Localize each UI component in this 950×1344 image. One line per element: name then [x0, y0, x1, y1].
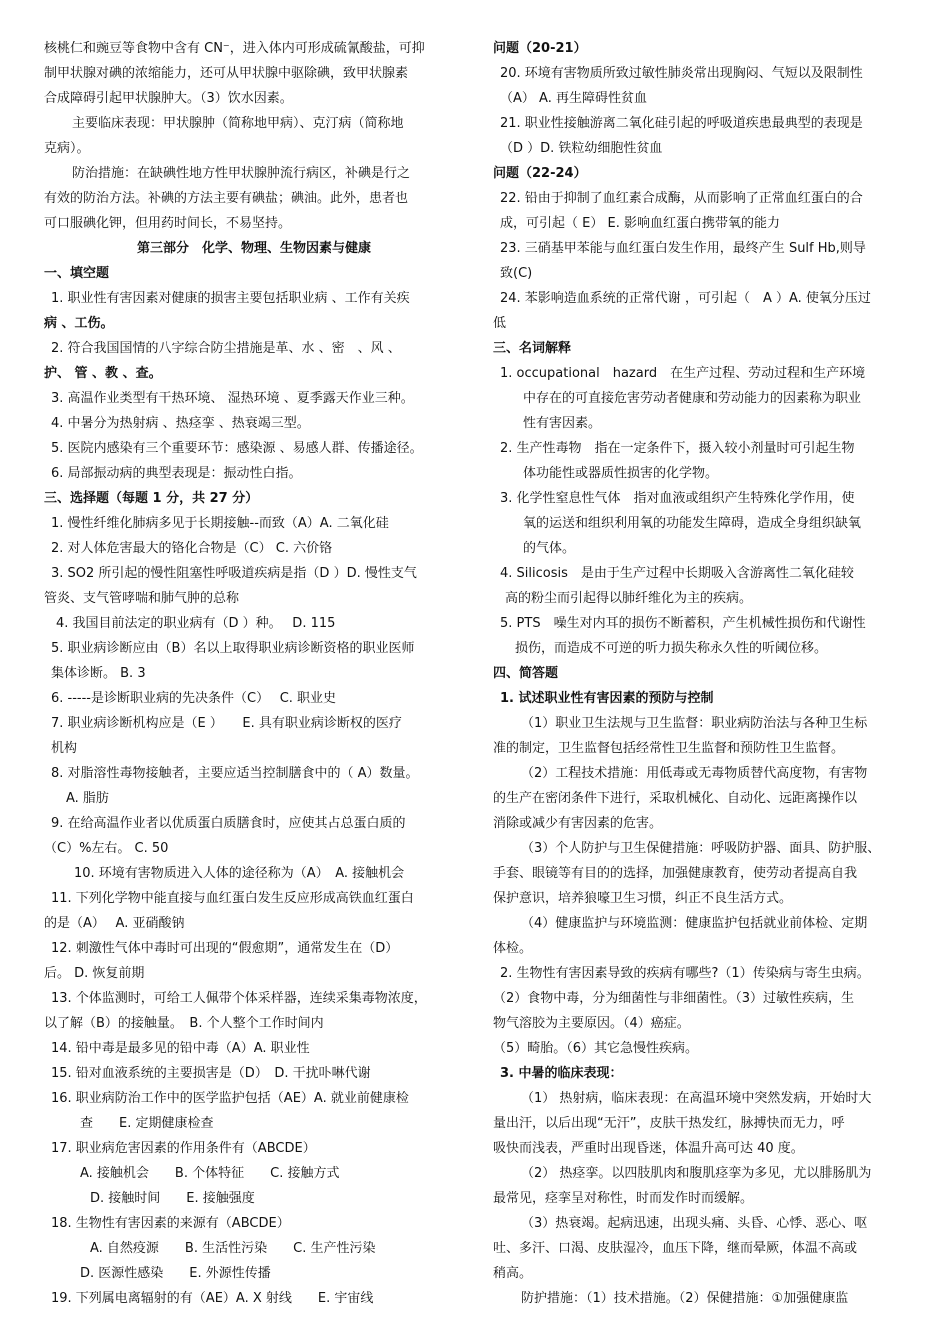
left-text-line: 核桃仁和豌豆等食物中含有 CN⁻，进入体内可形成硫氰酸盐，可抑: [44, 41, 425, 56]
right-text-line: 手套、眼镜等有目的的选择，加强健康教育，使劳动者提高自我: [493, 866, 858, 881]
right-text-line: 吐、多汗、口渴、皮肤湿冷，血压下降，继而晕厥，体温不高或: [493, 1241, 858, 1256]
left-text-line: 1. 慢性纤维化肺病多见于长期接触--而致（A）A. 二氧化硅: [51, 516, 389, 531]
left-text-line: A. 接触机会 B. 个体特征 C. 接触方式: [80, 1166, 340, 1181]
right-text-line: 保护意识，培养狼嚎卫生习惯，纠正不良生活方式。: [493, 891, 793, 906]
right-text-line: 5. PTS 噪生对内耳的损伤不断蓄积，产生机械性损伤和代谢性: [500, 616, 866, 631]
right-text-line: （2） 热痉挛。以四肢肌肉和腹肌痉挛为多见，尤以腓肠肌为: [521, 1166, 872, 1181]
left-text-line: 13. 个体监测时，可给工人佩带个体采样器，连续采集毒物浓度，: [51, 991, 427, 1006]
right-text-line: 21. 职业性接触游离二氧化硅引起的呼吸道疾患最典型的表现是: [500, 116, 863, 131]
left-text-line: 3. 高温作业类型有干热环境、 湿热环境 、夏季露天作业三种。: [51, 391, 414, 406]
left-text-line: 合成障碍引起甲状腺肿大。（3）饮水因素。: [44, 91, 293, 106]
right-text-line: 的气体。: [523, 541, 576, 556]
right-text-line: 问题（22-24）: [493, 166, 587, 181]
left-text-line: 14. 铅中毒是最多见的铅中毒（A）A. 职业性: [51, 1041, 310, 1056]
right-text-line: 吸快而浅表，严重时出现昏迷，体温升高可达 40 度。: [493, 1141, 804, 1156]
left-text-line: 11. 下列化学物中能直接与血红蛋白发生反应形成高铁血红蛋白: [51, 891, 414, 906]
right-text-line: 稍高。: [493, 1266, 533, 1281]
left-text-line: 17. 职业病危害因素的作用条件有（ABCDE）: [51, 1141, 316, 1156]
right-text-line: （1） 热射病，临床表现：在高温环境中突然发病，开始时大: [521, 1091, 872, 1106]
right-text-line: 体功能性或器质性损害的化学物。: [523, 466, 719, 481]
left-text-line: 护、 管 、教 、查。: [44, 366, 162, 381]
left-column: [44, 36, 464, 1311]
right-text-line: 2. 生物性有害因素导致的疾病有哪些?（1）传染病与寄生虫病。: [500, 966, 870, 981]
right-text-line: 成，可引起（ E） E. 影响血红蛋白携带氧的能力: [500, 216, 780, 231]
right-text-line: 1. occupational hazard 在生产过程、劳动过程和生产环境: [500, 366, 866, 381]
right-text-line: 的生产在密闭条件下进行，采取机械化、自动化、远距离操作以: [493, 791, 858, 806]
left-text-line: 6. 局部振动病的典型表现是：振动性白指。: [51, 466, 302, 481]
left-text-line: 克病）。: [44, 141, 90, 156]
right-text-line: （A） A. 再生障碍性贫血: [500, 91, 647, 106]
right-text-line: 最常见，痉挛呈对称性，时而发作时而缓解。: [493, 1191, 754, 1206]
left-text-line: D. 医源性感染 E. 外源性传播: [80, 1266, 271, 1281]
right-text-line: 量出汗，以后出现“无汗”，皮肤干热发红，脉搏快而无力，呼: [493, 1116, 845, 1131]
left-text-line: 主要临床表现：甲状腺肿（简称地甲病）、克汀病（简称地: [72, 116, 404, 131]
right-text-line: 24. 苯影响造血系统的正常代谢 ，可引起（ A ）A. 使氧分压过: [500, 291, 871, 306]
right-text-line: 中存在的可直接危害劳动者健康和劳动能力的因素称为职业: [523, 391, 862, 406]
right-text-line: 问题（20-21）: [493, 41, 587, 56]
right-text-line: 准的制定，卫生监督包括经常性卫生监督和预防性卫生监督。: [493, 741, 845, 756]
right-text-line: 氧的运送和组织利用氧的功能发生障碍，造成全身组织缺氧: [523, 516, 862, 531]
left-text-line: 8. 对脂溶性毒物接触者，主要应适当控制膳食中的（ A）数量。: [51, 766, 419, 781]
left-text-line: 制甲状腺对碘的浓缩能力，还可从甲状腺中驱除碘，致甲状腺素: [44, 66, 409, 81]
right-text-line: 体检。: [493, 941, 533, 956]
right-text-line: 损伤，而造成不可逆的听力损失称永久性的听阈位移。: [515, 641, 828, 656]
left-text-line: 10. 环境有害物质进入人体的途径称为（A） A. 接触机会: [74, 866, 405, 881]
left-text-line: 12. 刺激性气体中毒时可出现的“假愈期”，通常发生在（D）: [51, 941, 399, 956]
right-text-line: 23. 三硝基甲苯能与血红蛋白发生作用，最终产生 Sulf Hb,则导: [500, 241, 866, 256]
right-text-line: （2）工程技术措施：用低毒或无毒物质替代高度物，有害物: [521, 766, 868, 781]
right-text-line: （4）健康监护与环境监测：健康监护包括就业前体检、定期: [521, 916, 868, 931]
right-text-line: 致(C): [500, 266, 533, 281]
right-text-line: 消除或减少有害因素的危害。: [493, 816, 663, 831]
left-text-line: 查 E. 定期健康检查: [80, 1116, 214, 1131]
left-text-line: 以了解（B）的接触量。 B. 个人整个工作时间内: [44, 1016, 324, 1031]
left-text-line: 6. -----是诊断职业病的先决条件（C） C. 职业史: [51, 691, 337, 706]
right-text-line: 4. Silicosis 是由于生产过程中长期吸入含游离性二氧化硅较: [500, 566, 854, 581]
left-text-line: 15. 铅对血液系统的主要损害是（D） D. 干扰卟啉代谢: [51, 1066, 371, 1081]
right-text-line: （1）职业卫生法规与卫生监督：职业病防治法与各种卫生标: [521, 716, 868, 731]
left-text-line: 一、填空题: [44, 266, 110, 281]
right-text-line: 防护措施：（1）技术措施。（2）保健措施：①加强健康监: [521, 1291, 849, 1306]
right-text-line: 20. 环境有害物质所致过敏性肺炎常出现胸闷、气短以及限制性: [500, 66, 863, 81]
right-text-line: （2）食物中毒，分为细菌性与非细菌性。（3）过敏性疾病，生: [493, 991, 855, 1006]
left-text-line: 16. 职业病防治工作中的医学监护包括（AE）A. 就业前健康检: [51, 1091, 409, 1106]
right-text-line: 3. 化学性窒息性气体 指对血液或组织产生特殊化学作用，使: [500, 491, 855, 506]
right-text-line: 物气溶胶为主要原因。（4）癌症。: [493, 1016, 690, 1031]
left-text-line: 第三部分 化学、物理、生物因素与健康: [136, 241, 371, 256]
left-text-line: 2. 对人体危害最大的铬化合物是（C） C. 六价铬: [51, 541, 333, 556]
right-column: [493, 36, 911, 1311]
left-text-line: 3. SO2 所引起的慢性阻塞性呼吸道疾病是指（D ）D. 慢性支气: [51, 566, 417, 581]
right-text-line: 三、名词解释: [493, 341, 572, 356]
left-text-line: A. 脂肪: [66, 791, 109, 806]
right-text-line: （3）个人防护与卫生保健措施：呼吸防护器、面具、防护服、: [521, 841, 881, 856]
left-text-line: 5. 医院内感染有三个重要环节：感染源 、易感人群、传播途径。: [51, 441, 423, 456]
left-text-line: 4. 我国目前法定的职业病有（D ）种。 D. 115: [56, 616, 336, 631]
right-text-line: （5）畸胎。（6）其它急慢性疾病。: [493, 1041, 699, 1056]
right-text-line: 2. 生产性毒物 指在一定条件下，摄入较小剂量时可引起生物: [500, 441, 855, 456]
right-text-line: 1. 试述职业性有害因素的预防与控制: [500, 691, 714, 706]
left-text-line: 机构: [51, 741, 78, 756]
left-text-line: 可口服碘化钾，但用药时间长，不易坚持。: [44, 216, 292, 231]
left-text-line: 三、选择题（每题 1 分，共 27 分）: [44, 491, 259, 506]
left-text-line: 防治措施：在缺碘性地方性甲状腺肿流行病区，补碘是行之: [72, 166, 411, 181]
left-text-line: 病 、工伤。: [44, 316, 114, 331]
left-text-line: 后。 D. 恢复前期: [44, 966, 145, 981]
left-text-line: 有效的防治方法。补碘的方法主要有碘盐；碘油。此外，患者也: [44, 191, 409, 206]
left-text-line: 2. 符合我国国情的八字综合防尘措施是革、水 、密 、风 、: [51, 341, 401, 356]
right-text-line: 高的粉尘而引起得以肺纤维化为主的疾病。: [505, 591, 753, 606]
right-text-line: （D ）D. 铁粒幼细胞性贫血: [500, 141, 663, 156]
left-text-line: D. 接触时间 E. 接触强度: [90, 1191, 255, 1206]
left-text-line: A. 自然疫源 B. 生活性污染 C. 生产性污染: [90, 1241, 376, 1256]
right-text-line: 性有害因素。: [523, 416, 602, 431]
left-text-line: 18. 生物性有害因素的来源有（ABCDE）: [51, 1216, 290, 1231]
left-text-line: 1. 职业性有害因素对健康的损害主要包括职业病 、工作有关疾: [51, 291, 410, 306]
right-text-line: （3）热衰竭。起病迅速，出现头痛、头昏、心悸、恶心、呕: [521, 1216, 868, 1231]
left-text-line: 19. 下列属电离辐射的有（AE）A. X 射线 E. 宇宙线: [51, 1291, 374, 1306]
left-text-line: 7. 职业病诊断机构应是（E ） E. 具有职业病诊断权的医疗: [51, 716, 402, 731]
left-text-line: 的是（A） A. 亚硝酸钠: [44, 916, 185, 931]
right-text-line: 22. 铅由于抑制了血红素合成酶，从而影响了正常血红蛋白的合: [500, 191, 863, 206]
left-text-line: 4. 中暑分为热射病 、热痉挛 、热衰竭三型。: [51, 416, 310, 431]
left-text-line: 集体诊断。 B. 3: [51, 666, 146, 681]
right-text-line: 四、简答题: [493, 666, 559, 681]
right-text-line: 3. 中暑的临床表现：: [500, 1066, 623, 1081]
left-text-line: （C）%左右。 C. 50: [44, 841, 169, 856]
left-text-line: 5. 职业病诊断应由（B）名以上取得职业病诊断资格的职业医师: [51, 641, 415, 656]
right-text-line: 低: [493, 316, 507, 331]
left-text-line: 9. 在给高温作业者以优质蛋白质膳食时，应使其占总蛋白质的: [51, 816, 406, 831]
left-text-line: 管炎、支气管哮喘和肺气肿的总称: [44, 591, 240, 606]
